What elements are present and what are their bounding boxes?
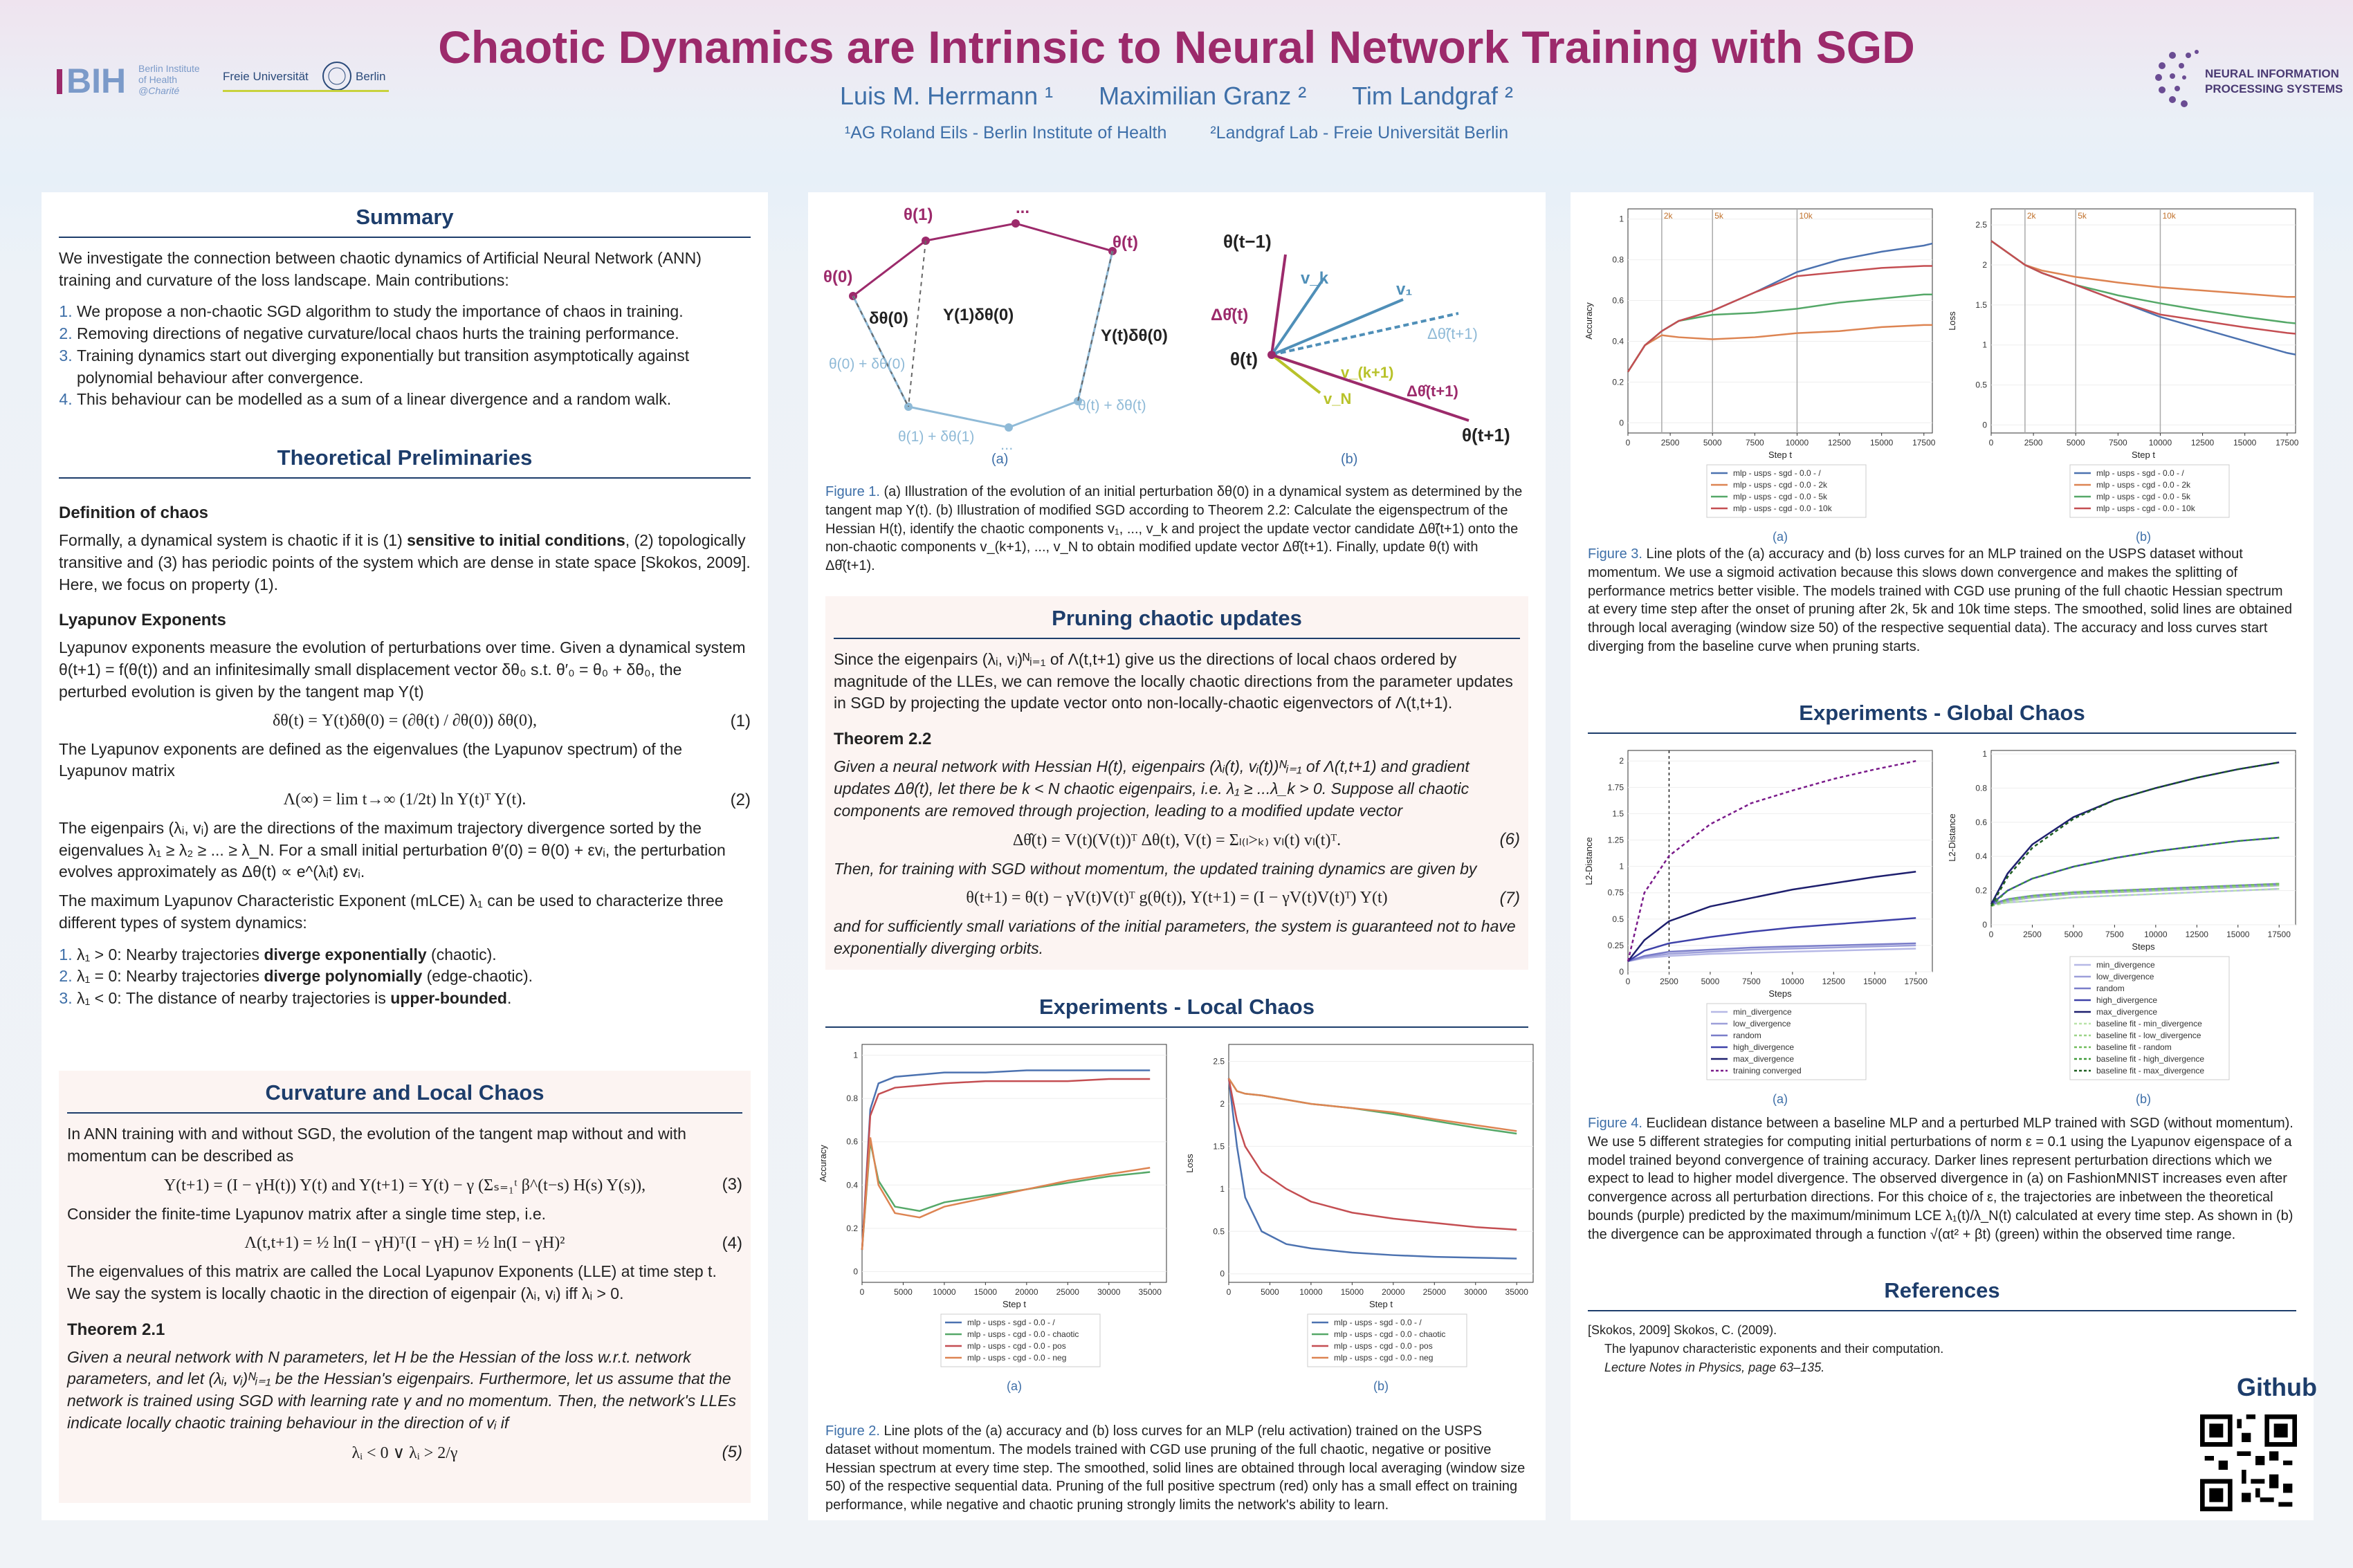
- y-tick-label: 0.75: [1607, 887, 1624, 898]
- summary-heading: Summary: [59, 205, 751, 238]
- y-tick-label: 0: [1982, 920, 1987, 930]
- x-axis-label: Step t: [1369, 1299, 1393, 1309]
- y-tick-label: 1: [1619, 861, 1624, 871]
- bih-sub-1: Berlin Institute: [138, 63, 200, 74]
- reference-entry: The lyapunov characteristic exponents and their computation.: [1604, 1342, 1944, 1356]
- y-tick-label: 0.5: [1975, 380, 1987, 390]
- legend-entry: mlp - usps - cgd - 0.0 - 10k: [2096, 504, 2195, 513]
- y-tick-label: 0.25: [1607, 940, 1624, 950]
- y-tick-label: 0.6: [846, 1136, 858, 1147]
- fig1a-label: θ(t): [1113, 233, 1138, 252]
- legend-entry: mlp - usps - cgd - 0.0 - chaotic: [1334, 1329, 1446, 1339]
- x-tick-label: 10000: [1299, 1287, 1323, 1297]
- poster-title: Chaotic Dynamics are Intrinsic to Neural Network Training with SGD: [438, 21, 1915, 73]
- x-tick-label: 35000: [1138, 1287, 1162, 1297]
- x-tick-label: 5000: [1261, 1287, 1279, 1297]
- x-tick-label: 17500: [1904, 977, 1928, 986]
- x-tick-label: 7500: [2105, 930, 2124, 939]
- y-tick-label: 1: [1982, 748, 1987, 759]
- dynamics-case: 3. λ₁ < 0: The distance of nearby trajectories is upper-bounded.: [77, 988, 751, 1010]
- dynamics-cases-list: [59, 944, 751, 1010]
- vertical-marker-label: 10k: [1799, 211, 1813, 221]
- chaos-definition-text: Formally, a dynamical system is chaotic if it is (1) sensitive to initial conditions, (2) topologically transitive and (3) has periodic points of the system which are dense in state space [Skokos, 2009]. Here, we focus on property (1).: [59, 531, 751, 593]
- x-tick-label: 17500: [2276, 438, 2299, 448]
- plot-area: [1991, 209, 2296, 433]
- legend-entry: random: [2096, 984, 2125, 993]
- y-tick-label: 2: [1220, 1099, 1225, 1109]
- y-axis-label: Loss: [1184, 1154, 1195, 1173]
- y-tick-label: 2.5: [1975, 220, 1987, 230]
- fig1a-label: δθ(0): [869, 309, 908, 328]
- legend-entry: mlp - usps - cgd - 0.0 - 2k: [1733, 480, 1828, 490]
- theorem-2-2-text: Given a neural network with Hessian H(t), eigenpairs (λᵢ(t), vᵢ(t))ᴺᵢ₌₁ of Λ(t,t+1) and gradient updates Δθ(t), let there be k < N chaotic eigenpairs, i.e. λ₁ ≥ ...λ_k > 0. Suppose all chaotic components are removed through projection, leading to a modified update vector: [834, 757, 1470, 820]
- fig1a-label: θ(0) + δθ(0): [829, 356, 906, 372]
- legend-entry: baseline fit - high_divergence: [2096, 1054, 2205, 1064]
- x-tick-label: 20000: [1382, 1287, 1405, 1297]
- fig1a-label: ...: [1000, 436, 1014, 453]
- local-chaos-heading: Experiments - Local Chaos: [825, 995, 1528, 1028]
- fig1a-sublabel: (a): [991, 452, 1009, 467]
- curvature-text-3: The eigenvalues of this matrix are called the Local Lyapunov Exponents (LLE) at time step t. We say the system is locally chaotic in the direction of eigenpair (λᵢ, vᵢ) iff λᵢ > 0.: [67, 1262, 717, 1302]
- fig1b-label: Δθ̃(t+1): [1427, 325, 1478, 342]
- x-tick-label: 15000: [1340, 1287, 1364, 1297]
- x-tick-label: 10000: [933, 1287, 956, 1297]
- fig1b-sublabel: (b): [1341, 452, 1358, 467]
- neurips-text-2: PROCESSING SYSTEMS: [2205, 82, 2343, 95]
- lyapunov-text-3: The eigenpairs (λᵢ, vᵢ) are the directions of the maximum trajectory divergence sorted by the eigenvalues λ₁ ≥ λ₂ ≥ ... ≥ λ_N. For a small initial perturbation θ′(0) = θ(0) + εvᵢ, the perturbation evolves approximately as Δθ(t) ∝ e^(λᵢt) εvᵢ.: [59, 819, 726, 881]
- x-tick-label: 25000: [1422, 1287, 1446, 1297]
- vertical-marker-label: 10k: [2162, 211, 2176, 221]
- figure-4-caption: Figure 4. Euclidean distance between a baseline MLP and a perturbed MLP trained with SGD (without momentum). We use 5 different strategies for computing initial perturbations of norm ε = 0.1 using the Lyapunov eigenspace of a model trained beyond convergence of training accuracy. Darker lines represent perturbation directions which we expect to lead to higher model divergence. The observed divergence in (a) on FashionMNIST increases even after convergence across all perturbation directions. For this choice of ε, the trajectories are inbetween the theoretical bounds (purple) predicted by the maximum/minimum LCE λ₁(t)/λ_N(t) calculated at every time step. As shown in (b) the divergence can be approximated through a function √(αt² + βt) (green) within the observed time range.: [1588, 1116, 2294, 1242]
- x-tick-label: 10000: [2148, 438, 2172, 448]
- y-tick-label: 1: [853, 1050, 858, 1060]
- theorem-2-1-title: Theorem 2.1: [67, 1320, 165, 1339]
- x-tick-label: 2500: [2023, 930, 2042, 939]
- x-tick-label: 15000: [2233, 438, 2257, 448]
- x-tick-label: 12500: [2185, 930, 2208, 939]
- fig1b-label: θ(t): [1230, 349, 1258, 369]
- legend-entry: baseline fit - max_divergence: [2096, 1066, 2205, 1076]
- y-axis-label: L2-Distance: [1947, 813, 1957, 862]
- legend-entry: mlp - usps - sgd - 0.0 - /: [2096, 468, 2184, 478]
- figure-4a-chart: [1581, 741, 1941, 1107]
- theory-heading: Theoretical Preliminaries: [59, 445, 751, 479]
- legend-entry: baseline fit - random: [2096, 1042, 2172, 1052]
- fig1b-label: Δθ̂(t+1): [1407, 382, 1458, 400]
- y-tick-label: 0.8: [1612, 255, 1624, 265]
- legend-entry: high_divergence: [1733, 1042, 1795, 1052]
- fig1a-label: Y(t)δθ(0): [1101, 326, 1168, 345]
- fig1a-label: θ(0): [823, 268, 853, 286]
- x-tick-label: 15000: [1869, 438, 1894, 448]
- y-tick-label: 0.2: [1975, 885, 1987, 896]
- equation-2: Λ(∞) = lim t→∞ (1/2t) ln Y(t)ᵀ Y(t). (2): [283, 791, 751, 810]
- y-tick-label: 0: [853, 1266, 858, 1277]
- equation-4: Λ(t,t+1) = ½ ln(I − γH)ᵀ(I − γH) = ½ ln(I − γH)² (4): [244, 1234, 742, 1253]
- fig1b-label: Δθ̂(t): [1211, 306, 1249, 324]
- x-tick-label: 12500: [1822, 977, 1845, 986]
- theorem-2-2-text-3: and for sufficiently small variations of the initial parameters, the system is guaranteed not to have exponentially diverging orbits.: [834, 917, 1516, 957]
- legend-entry: low_divergence: [2096, 972, 2154, 981]
- figure-3b-chart: [1944, 199, 2304, 545]
- bih-logo-text: BIH: [66, 62, 127, 100]
- mlce-text: The maximum Lyapunov Characteristic Exponent (mLCE) λ₁ can be used to characterize three different types of system dynamics:: [59, 892, 724, 932]
- x-tick-label: 15000: [2226, 930, 2250, 939]
- y-tick-label: 0.4: [1975, 851, 1987, 862]
- x-axis-label: Step t: [1768, 450, 1792, 460]
- y-tick-label: 1.75: [1607, 782, 1624, 793]
- legend-entry: mlp - usps - sgd - 0.0 - /: [1334, 1318, 1422, 1327]
- bih-sub-3: @Charité: [138, 85, 180, 96]
- x-tick-label: 20000: [1015, 1287, 1038, 1297]
- plot-area: [1628, 209, 1932, 433]
- y-tick-label: 0: [1220, 1269, 1225, 1279]
- legend-entry: mlp - usps - cgd - 0.0 - 2k: [2096, 480, 2191, 490]
- x-tick-label: 12500: [1827, 438, 1851, 448]
- vertical-marker-label: 5k: [1714, 211, 1723, 221]
- pruning-box: [825, 596, 1528, 970]
- y-tick-label: 1: [1619, 214, 1624, 224]
- x-tick-label: 2500: [1660, 977, 1678, 986]
- curvature-heading: Curvature and Local Chaos: [67, 1080, 742, 1114]
- x-tick-label: 0: [1625, 977, 1631, 986]
- vertical-marker-label: 2k: [2026, 211, 2036, 221]
- x-tick-label: 25000: [1056, 1287, 1079, 1297]
- fu-logo-city: Berlin: [356, 70, 386, 83]
- curvature-text-2: Consider the finite-time Lyapunov matrix after a single time step, i.e.: [67, 1205, 547, 1224]
- figure-1b: [1211, 231, 1510, 467]
- chart-sublabel: (b): [1373, 1379, 1389, 1393]
- fig1a-label: Y(1)δθ(0): [943, 306, 1014, 324]
- global-chaos-heading: Experiments - Global Chaos: [1588, 701, 2296, 734]
- x-tick-label: 2500: [2024, 438, 2043, 448]
- y-tick-label: 0.4: [1612, 336, 1624, 347]
- legend-entry: baseline fit - low_divergence: [2096, 1031, 2201, 1040]
- y-tick-label: 1.5: [1975, 299, 1987, 310]
- figure-3a-chart: [1581, 199, 1941, 545]
- affiliation-2: ²Landgraf Lab - Freie Universität Berlin: [1210, 123, 1509, 142]
- theorem-2-2-title: Theorem 2.2: [834, 730, 932, 749]
- legend-entry: mlp - usps - cgd - 0.0 - pos: [1334, 1341, 1433, 1351]
- x-tick-label: 10000: [2144, 930, 2168, 939]
- x-tick-label: 10000: [1785, 438, 1809, 448]
- chart-sublabel: (a): [1773, 530, 1788, 544]
- curvature-text-1: In ANN training with and without SGD, the evolution of the tangent map without and with momentum can be described as: [67, 1125, 686, 1165]
- summary-item: 4. This behaviour can be modelled as a sum of a linear divergence and a random walk.: [77, 389, 751, 411]
- y-tick-label: 2.5: [1213, 1056, 1225, 1067]
- fig1b-label: θ(t+1): [1462, 425, 1510, 445]
- fig1b-label: v_N: [1324, 390, 1352, 407]
- x-tick-label: 12500: [2190, 438, 2215, 448]
- equation-1: δθ(t) = Y(t)δθ(0) = (∂θ(t) / ∂θ(0)) δθ(0), (1): [272, 711, 751, 730]
- legend-entry: low_divergence: [1733, 1019, 1791, 1029]
- x-axis-label: Step t: [2132, 450, 2155, 460]
- y-tick-label: 0.5: [1612, 914, 1624, 924]
- y-axis-label: Loss: [1947, 311, 1957, 331]
- y-tick-label: 1: [1982, 340, 1987, 350]
- legend-entry: baseline fit - min_divergence: [2096, 1019, 2202, 1029]
- fig1b-label: v₁: [1396, 280, 1413, 299]
- legend-entry: mlp - usps - cgd - 0.0 - 10k: [1733, 504, 1832, 513]
- figure-2a-chart: [815, 1035, 1175, 1394]
- x-axis-label: Steps: [2132, 941, 2155, 952]
- y-tick-label: 0.6: [1612, 295, 1624, 306]
- x-tick-label: 15000: [973, 1287, 998, 1297]
- chart-sublabel: (b): [2136, 1092, 2151, 1106]
- plot-area: [1991, 750, 2296, 925]
- figure-2-caption: Figure 2. Line plots of the (a) accuracy and (b) loss curves for an MLP (relu activation) trained on the USPS dataset without momentum. The models trained with CGD use pruning of the full chaotic, negative or positive Hessian spectrum at every time step. The smoothed, solid lines are obtained through local averaging (window size 50) of the respective sequential data. Pruning of the full positive spectrum (red) only has a small effect on training performance, while negative and chaotic pruning strongly limits the network's ability to learn.: [825, 1423, 1526, 1513]
- fig1a-label: θ(1) + δθ(1): [898, 429, 975, 445]
- x-tick-label: 17500: [1912, 438, 1936, 448]
- legend-entry: training converged: [1733, 1066, 1802, 1076]
- y-tick-label: 0.5: [1213, 1226, 1225, 1237]
- equation-7: θ(t+1) = θ(t) − γV(t)V(t)ᵀ g(θ(t)), Y(t+1) = (I − γV(t)V(t)ᵀ) Y(t) (7): [966, 889, 1520, 908]
- summary-item: 3. Training dynamics start out diverging exponentially but transition asymptotically against polynomial behaviour after convergence.: [77, 345, 751, 389]
- y-tick-label: 2: [1982, 260, 1987, 270]
- github-label[interactable]: Github: [2237, 1373, 2317, 1401]
- dynamics-case: 1. λ₁ > 0: Nearby trajectories diverge exponentially (chaotic).: [77, 944, 751, 966]
- x-tick-label: 5000: [1703, 438, 1722, 448]
- equation-5: λᵢ < 0 ∨ λᵢ > 2/γ (5): [351, 1442, 742, 1462]
- left-column: [42, 192, 768, 1520]
- affiliation-list: [0, 123, 2353, 143]
- figure-1-caption: Figure 1. (a) Illustration of the evolution of an initial perturbation δθ(0) in a dynamical system as determined by the tangent map Y(t). (b) Illustration of modified SGD according to Theorem 2.2: Calculate the eigenspectrum of the Hessian H(t), identify the chaotic components v₁, ..., v_k and project the update vector candidate Δθ̃(t+1) onto the non-chaotic components v_(k+1), ..., v_N to obtain modified update vector Δθ̂(t+1). Finally, update θ(t) with Δθ̂(t+1).: [825, 484, 1523, 574]
- right-column: [1571, 192, 2314, 1520]
- fig1a-label: ...: [1016, 199, 1030, 217]
- y-tick-label: 1.5: [1612, 809, 1624, 819]
- x-tick-label: 7500: [1742, 977, 1761, 986]
- x-axis-label: Steps: [1768, 988, 1792, 999]
- lyapunov-text: Lyapunov exponents measure the evolution of perturbations over time. Given a dynamical system θ(t+1) = f(θ(t)) and an infinitesimally small displacement vector δθ₀ s.t. θ′₀ = θ₀ + δθ₀, the perturbed evolution is given by the tangent map Y(t): [59, 638, 746, 701]
- y-tick-label: 1: [1220, 1183, 1225, 1194]
- x-tick-label: 5000: [894, 1287, 913, 1297]
- figure-4b-chart: [1944, 741, 2304, 1107]
- reference-entry: [Skokos, 2009] Skokos, C. (2009).: [1588, 1323, 1777, 1337]
- author-1: Luis M. Herrmann ¹: [840, 82, 1054, 110]
- fig1a-label: θ(t) + δθ(t): [1078, 398, 1146, 414]
- chart-sublabel: (a): [1007, 1379, 1022, 1393]
- figure-3-charts: [1571, 192, 2314, 545]
- legend-entry: max_divergence: [1733, 1054, 1795, 1064]
- y-tick-label: 0.6: [1975, 817, 1987, 827]
- fig1b-label: θ(t−1): [1223, 231, 1272, 252]
- theorem-2-2-text-2: Then, for training with SGD without momentum, the updated training dynamics are given by: [834, 860, 1477, 878]
- legend-entry: max_divergence: [2096, 1007, 2158, 1017]
- plot-area: [862, 1044, 1166, 1282]
- y-tick-label: 0: [1982, 420, 1987, 430]
- y-axis-label: Accuracy: [1584, 302, 1594, 340]
- figure-3-caption: Figure 3. Line plots of the (a) accuracy and (b) loss curves for an MLP trained on the USPS dataset without momentum. We use a sigmoid activation because this slows down convergence and makes the splitting of performance metrics better visible. The models trained with CGD use pruning of the full chaotic Hessian spectrum at every time step after the onset of pruning after 2k, 5k and 10k time steps. The smoothed, solid lines are obtained through local averaging (window size 50) of the respective sequential data). The accuracy and loss curves start diverging from the baseline curve when pruning starts.: [1588, 546, 2292, 654]
- neurips-text-1: NEURAL INFORMATION: [2205, 67, 2339, 80]
- chaos-definition-title: Definition of chaos: [59, 504, 208, 523]
- middle-column: [808, 192, 1546, 1520]
- theorem-2-1-text: Given a neural network with N parameters, let H be the Hessian of the loss w.r.t. network parameters, and let (λᵢ, vᵢ)ᴺᵢ₌₁ be the Hessian's eigenpairs. Furthermore, let us assume that the network is trained using SGD with learning rate γ and no momentum. Then, the network's LLEs indicate locally chaotic training behaviour in the direction of vᵢ if: [67, 1347, 737, 1432]
- legend-entry: mlp - usps - cgd - 0.0 - neg: [967, 1353, 1067, 1363]
- author-2: Maximilian Granz ²: [1099, 82, 1307, 110]
- fu-logo-text: Freie Universität: [223, 70, 309, 83]
- legend-entry: min_divergence: [1733, 1007, 1792, 1017]
- summary-intro: We investigate the connection between chaotic dynamics of Artificial Neural Network (ANN) training and curvature of the loss landscape. Main contributions:: [59, 249, 702, 289]
- figure-2-charts: [808, 1035, 1546, 1422]
- x-tick-label: 0: [1625, 438, 1631, 448]
- fig1b-label: v_k: [1301, 269, 1329, 288]
- lyapunov-title: Lyapunov Exponents: [59, 611, 226, 630]
- vertical-marker-label: 5k: [2078, 211, 2087, 221]
- figure-1-illustration: [808, 192, 1546, 469]
- x-tick-label: 5000: [2066, 438, 2085, 448]
- x-tick-label: 30000: [1464, 1287, 1487, 1297]
- summary-item: 1. We propose a non-chaotic SGD algorithm to study the importance of chaos in training.: [77, 301, 751, 323]
- y-tick-label: 1.25: [1607, 835, 1624, 845]
- y-axis-label: Accuracy: [818, 1145, 828, 1182]
- legend-entry: mlp - usps - cgd - 0.0 - 5k: [2096, 492, 2191, 501]
- y-tick-label: 0.8: [1975, 783, 1987, 793]
- x-tick-label: 0: [1988, 438, 1994, 448]
- legend-entry: mlp - usps - cgd - 0.0 - 5k: [1733, 492, 1828, 501]
- x-tick-label: 0: [1988, 930, 1994, 939]
- x-tick-label: 30000: [1097, 1287, 1121, 1297]
- x-tick-label: 5000: [1701, 977, 1720, 986]
- figure-4-charts: [1571, 741, 2314, 1114]
- y-tick-label: 0: [1619, 418, 1624, 428]
- pruning-heading: Pruning chaotic updates: [834, 606, 1520, 639]
- lyapunov-text-2: The Lyapunov exponents are defined as the eigenvalues (the Lyapunov spectrum) of the Lyapunov matrix: [59, 739, 682, 780]
- vertical-marker-label: 2k: [1663, 211, 1673, 221]
- y-tick-label: 0.4: [846, 1180, 858, 1190]
- x-tick-label: 2500: [1660, 438, 1680, 448]
- author-list: [0, 82, 2353, 111]
- y-tick-label: 2: [1619, 756, 1624, 766]
- equation-3: Y(t+1) = (I − γH(t)) Y(t) and Y(t+1) = Y(t) − γ (Σₛ₌₁ᵗ β^(t−s) H(s) Y(s)), (3): [163, 1175, 742, 1195]
- x-tick-label: 17500: [2267, 930, 2291, 939]
- fig1b-label: v_(k+1): [1341, 364, 1394, 381]
- y-tick-label: 0: [1619, 967, 1624, 977]
- legend-entry: mlp - usps - cgd - 0.0 - chaotic: [967, 1329, 1079, 1339]
- affiliation-1: ¹AG Roland Eils - Berlin Institute of Health: [844, 123, 1167, 142]
- chart-sublabel: (b): [2136, 530, 2151, 544]
- pruning-text: Since the eigenpairs (λᵢ, vᵢ)ᴺᵢ₌₁ of Λ(t,t+1) give us the directions of local chaos ordered by magnitude of the LLEs, we can remove the locally chaotic directions from the parameter updates in SGD by projecting the update vector onto non-locally-chaotic eigenvectors of Λ(t,t+1).: [834, 649, 1513, 712]
- legend-entry: mlp - usps - sgd - 0.0 - /: [1733, 468, 1821, 478]
- curvature-box: [59, 1071, 751, 1503]
- x-tick-label: 0: [1226, 1287, 1232, 1297]
- equation-6: Δθ̂(t) = V(t)(V(t))ᵀ Δθ(t), V(t) = Σₗ₍ₗ>ₖ₎ vₗ(t) vₗ(t)ᵀ. (6): [1012, 830, 1520, 850]
- figure-1a: [823, 199, 1168, 467]
- legend-entry: mlp - usps - sgd - 0.0 - /: [967, 1318, 1055, 1327]
- figure-2b-chart: [1182, 1035, 1541, 1394]
- legend-entry: high_divergence: [2096, 995, 2158, 1005]
- y-tick-label: 0.2: [846, 1223, 858, 1233]
- dynamics-case: 2. λ₁ = 0: Nearby trajectories diverge polynomially (edge-chaotic).: [77, 966, 751, 988]
- x-tick-label: 10000: [1781, 977, 1804, 986]
- summary-list: [59, 301, 751, 411]
- x-tick-label: 7500: [2108, 438, 2127, 448]
- plot-area: [1229, 1044, 1533, 1282]
- references-heading: References: [1588, 1278, 2296, 1311]
- y-tick-label: 1.5: [1213, 1141, 1225, 1152]
- y-tick-label: 0.8: [846, 1094, 858, 1104]
- summary-item: 2. Removing directions of negative curvature/local chaos hurts the training performance.: [77, 323, 751, 345]
- github-qr-code[interactable]: [2200, 1414, 2297, 1511]
- x-tick-label: 35000: [1505, 1287, 1528, 1297]
- x-tick-label: 15000: [1863, 977, 1887, 986]
- plot-area: [1628, 750, 1932, 972]
- x-tick-label: 5000: [2064, 930, 2083, 939]
- x-tick-label: 7500: [1745, 438, 1764, 448]
- reference-entry: Lecture Notes in Physics, page 63–135.: [1604, 1361, 1825, 1374]
- bih-sub-2: of Health: [138, 74, 178, 85]
- chart-sublabel: (a): [1773, 1092, 1788, 1106]
- legend-entry: min_divergence: [2096, 960, 2155, 970]
- legend-entry: mlp - usps - cgd - 0.0 - pos: [967, 1341, 1066, 1351]
- x-axis-label: Step t: [1002, 1299, 1026, 1309]
- x-tick-label: 0: [859, 1287, 865, 1297]
- author-3: Tim Landgraf ²: [1352, 82, 1513, 110]
- y-tick-label: 0.2: [1612, 377, 1624, 387]
- y-axis-label: L2-Distance: [1584, 837, 1594, 885]
- fig1a-label: θ(1): [904, 205, 933, 224]
- legend-entry: mlp - usps - cgd - 0.0 - neg: [1334, 1353, 1434, 1363]
- legend-entry: random: [1733, 1031, 1761, 1040]
